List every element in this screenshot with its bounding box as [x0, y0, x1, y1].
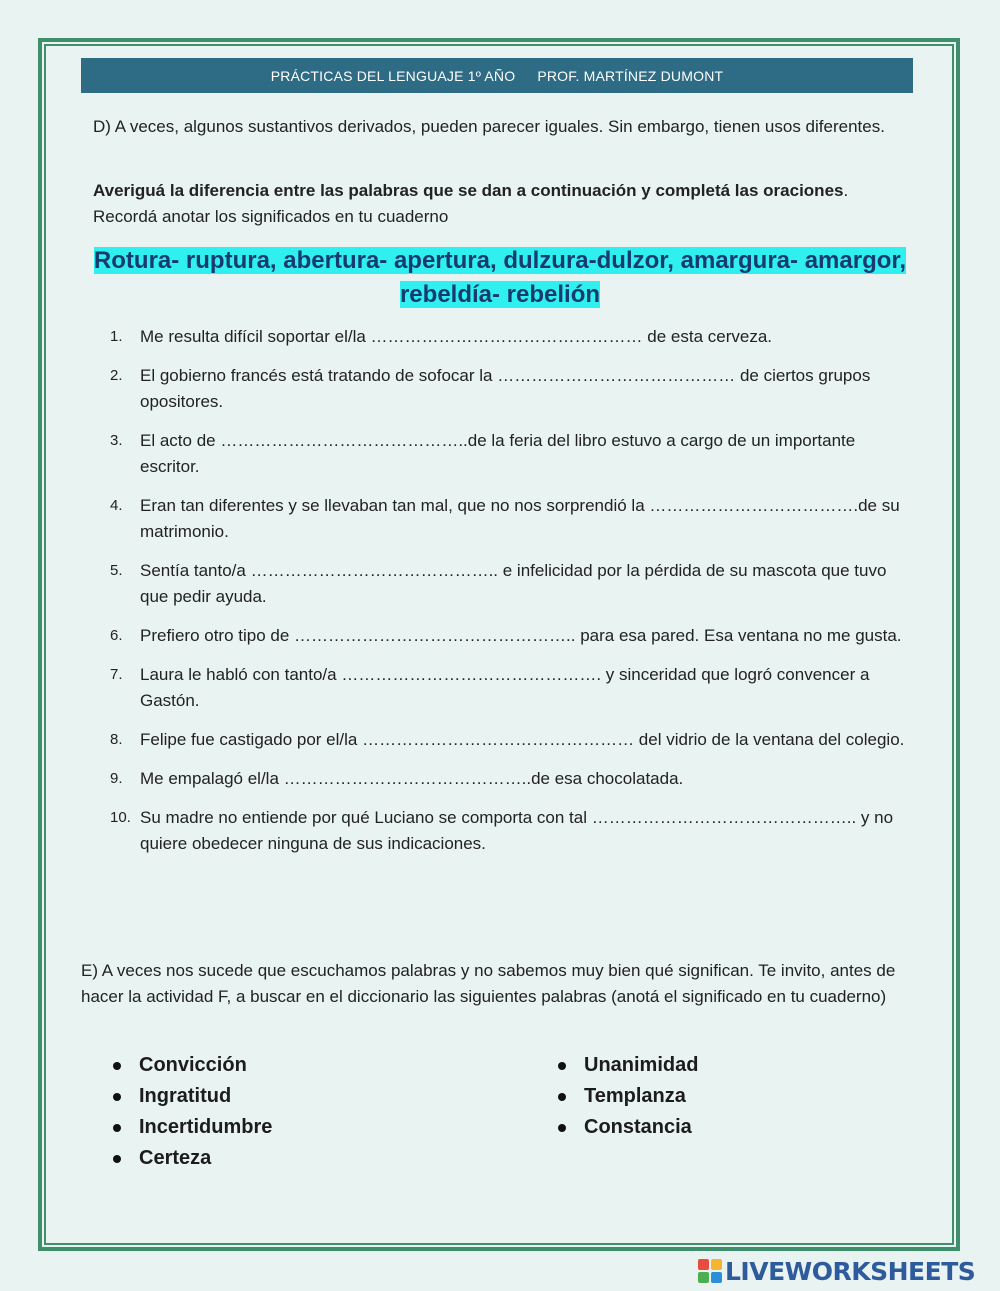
header-bar — [81, 58, 913, 93]
exercise-item — [106, 727, 912, 753]
exercise-text: Laura le habló con tanto/a ………………………………………. y sinceridad que logró convencer a Gastón. — [140, 665, 870, 710]
exercise-text: Me empalagó el/la ……………………………………..de esa chocolatada. — [140, 769, 684, 788]
exercise-text: Eran tan diferentes y se llevaban tan mal, que no nos sorprendió la ……………………………….de su matrimonio. — [140, 496, 900, 541]
exercise-number: 1. — [110, 328, 123, 345]
vocab-word: Ingratitud — [109, 1081, 272, 1112]
exercise-item — [106, 558, 912, 610]
logo-block — [698, 1259, 709, 1270]
exercise-number: 4. — [110, 497, 123, 514]
exercise-item — [106, 662, 912, 714]
exercise-item — [106, 428, 912, 480]
exercise-text: Prefiero otro tipo de ………………………………………….. para esa pared. Esa ventana no me gusta. — [140, 626, 902, 645]
exercise-number: 10. — [110, 809, 131, 826]
exercise-item — [106, 493, 912, 545]
vocab-word: Constancia — [554, 1112, 698, 1143]
logo-block — [698, 1272, 709, 1283]
exercise-item — [106, 766, 912, 792]
section-d-instruction — [93, 178, 903, 230]
word-pairs-highlight — [92, 244, 908, 312]
vocab-word: Convicción — [109, 1050, 272, 1081]
exercise-text: El gobierno francés está tratando de sofocar la …………………………………… de ciertos grupos opositores. — [140, 366, 871, 411]
exercise-item — [106, 623, 912, 649]
exercise-item — [106, 805, 912, 857]
vocab-list-right — [554, 1050, 698, 1143]
logo-block — [711, 1259, 722, 1270]
exercise-item — [106, 363, 912, 415]
instruction-note: Recordá anotar los significados en tu cuaderno — [93, 207, 449, 226]
section-d-intro: D) A veces, algunos sustantivos derivados, pueden parecer iguales. Sin embargo, tienen usos diferentes. — [93, 117, 885, 136]
logo-block — [711, 1272, 722, 1283]
exercise-item — [106, 324, 912, 350]
exercise-list — [106, 324, 912, 870]
exercise-text: Felipe fue castigado por el/la ………………………………………… del vidrio de la ventana del colegio. — [140, 730, 905, 749]
liveworksheets-logo[interactable] — [698, 1256, 975, 1286]
exercise-text: Sentía tanto/a …………………………………….. e infelicidad por la pérdida de su mascota que tuvo que pedir ayuda. — [140, 561, 887, 606]
vocab-word: Incertidumbre — [109, 1112, 272, 1143]
instruction-text: Averiguá la diferencia entre las palabras que se dan a continuación y completá las oraciones — [93, 181, 844, 200]
exercise-number: 3. — [110, 432, 123, 449]
vocab-word: Templanza — [554, 1081, 698, 1112]
vocab-word: Unanimidad — [554, 1050, 698, 1081]
exercise-number: 7. — [110, 666, 123, 683]
logo-text: LIVEWORKSHEETS — [725, 1256, 976, 1286]
word-pairs-line-1: Rotura- ruptura, abertura- apertura, dulzura-dulzor, amargura- amargor, — [93, 247, 907, 274]
instruction-period: . — [843, 181, 849, 200]
exercise-number: 5. — [110, 562, 123, 579]
vocab-list-left — [109, 1050, 272, 1174]
exercise-text: El acto de ……………………………………..de la feria del libro estuvo a cargo de un importante escritor. — [140, 431, 856, 476]
exercise-number: 6. — [110, 627, 123, 644]
logo-icon — [698, 1259, 722, 1283]
vocab-word: Certeza — [109, 1143, 272, 1174]
course-title: PRÁCTICAS DEL LENGUAJE 1º AÑO — [270, 67, 516, 84]
exercise-text: Su madre no entiende por qué Luciano se comporta con tal ……………………………………….. y no quiere obedecer ninguna de sus indicaciones. — [140, 808, 894, 853]
exercise-number: 9. — [110, 770, 123, 787]
exercise-number: 8. — [110, 731, 123, 748]
word-pairs-line-2: rebeldía- rebelión — [399, 281, 601, 308]
section-e-intro: E) A veces nos sucede que escuchamos palabras y no sabemos muy bien qué significan. Te invito, antes de hacer la actividad F, a buscar en el diccionario las siguientes palabras (anotá el significado en tu cuaderno) — [81, 961, 896, 1006]
exercise-text: Me resulta difícil soportar el/la ………………………………………… de esta cerveza. — [140, 327, 772, 346]
exercise-number: 2. — [110, 367, 123, 384]
teacher-name: PROF. MARTÍNEZ DUMONT — [537, 67, 724, 84]
